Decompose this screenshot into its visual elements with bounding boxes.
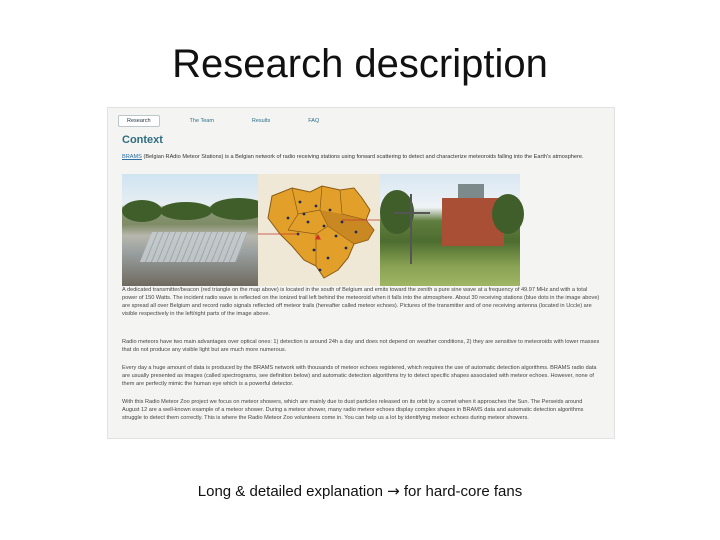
paragraph-advantages: Radio meteors have two main advantages over optical ones: 1) detection is around 24h a day and does not depend on weather conditions, 2) they are sensitive to meteoroids with lower masses that do not produce any visible light but are much more numerous. bbox=[122, 339, 600, 353]
tab-results[interactable]: Results bbox=[251, 118, 271, 124]
antenna-arm bbox=[394, 212, 430, 214]
tree bbox=[492, 194, 524, 234]
antenna-field-grid bbox=[140, 232, 248, 262]
station-dot bbox=[335, 235, 338, 238]
receiving-antenna-photo bbox=[380, 174, 520, 286]
caption-left: Long & detailed explanation bbox=[197, 483, 383, 500]
arrow-icon: → bbox=[387, 482, 400, 500]
station-dot bbox=[319, 269, 322, 272]
site-nav bbox=[118, 114, 327, 128]
station-dot bbox=[341, 221, 344, 224]
brams-link[interactable]: BRAMS bbox=[122, 154, 142, 160]
station-dot bbox=[355, 231, 358, 234]
station-dot bbox=[307, 221, 310, 224]
belgium-map-svg bbox=[258, 174, 384, 286]
caption-right: for hard-core fans bbox=[403, 483, 523, 500]
paragraph-transmitter: A dedicated transmitter/beacon (red triangle on the map above) is located in the south of Belgium and emits toward the zenith a pure sine wave at a frequency of 49.97 MHz and with a total power of 150 Watts. The incident radio wave is reflected on the ionized trail left behind the meteoroid when it falls into the atmosphere. About 30 receiving stations (blue dots in the image above) are spread all over Belgium and record radio signals reflected off meteor trails (hereafter called meteor echoes). Pictures of the transmitter and of one receiving antenna (located in Uccle) are visible respectively in the left/right parts of the image above. bbox=[122, 287, 600, 317]
station-dot bbox=[327, 257, 330, 260]
slide-title: Research description bbox=[172, 42, 548, 86]
intro-text: (Belgian RAdio Meteor Stations) is a Belgian network of radio receiving stations using forward scattering to detect and characterize meteoroids falling into the Earth's atmosphere. bbox=[141, 154, 584, 160]
website-screenshot bbox=[107, 107, 615, 439]
slide-caption bbox=[0, 482, 720, 500]
paragraph-meteor-zoo: With this Radio Meteor Zoo project we focus on meteor showers, which are mainly due to dust particles released on its orbit by a comet when it approaches the Sun. The Perseids around August 12 are a well-known example of a meteor shower. During a meteor shower, many radio meteor echoes display complex shapes in BRAMS data and automatic detection algorithms struggle to detect them correctly. This is where the Radio Meteor Zoo volunteers come in. You can help us a lot by identifying meteor echoes during meteor showers. bbox=[122, 399, 584, 421]
station-dot bbox=[329, 209, 332, 212]
tab-research[interactable]: Research bbox=[118, 115, 160, 127]
station-dot bbox=[299, 201, 302, 204]
station-dot bbox=[303, 213, 306, 216]
tab-faq[interactable]: FAQ bbox=[308, 118, 320, 124]
station-dot bbox=[313, 249, 316, 252]
tab-the-team[interactable]: The Team bbox=[189, 118, 214, 124]
station-dot bbox=[287, 217, 290, 220]
station-dot bbox=[345, 247, 348, 250]
paragraph-detection: Every day a huge amount of data is produced by the BRAMS network with thousands of meteor echoes registered, which requires the use of automatic detection algorithms. BRAMS radio data are usually presented as images (called spectrograms, see definition below) and automatic detection algorithms try to detect specific shapes associated with meteor echoes. However, none of them are perfectly mimic the human eye which is a powerful detector. bbox=[122, 365, 597, 387]
belgium-map bbox=[258, 174, 384, 286]
antenna-mast bbox=[410, 194, 412, 264]
tree bbox=[160, 202, 212, 220]
context-heading: Context bbox=[122, 134, 163, 146]
tree bbox=[122, 200, 162, 222]
station-dot bbox=[315, 205, 318, 208]
station-dot bbox=[323, 225, 326, 228]
transmitter-photo bbox=[122, 174, 268, 286]
intro-paragraph bbox=[122, 153, 600, 161]
